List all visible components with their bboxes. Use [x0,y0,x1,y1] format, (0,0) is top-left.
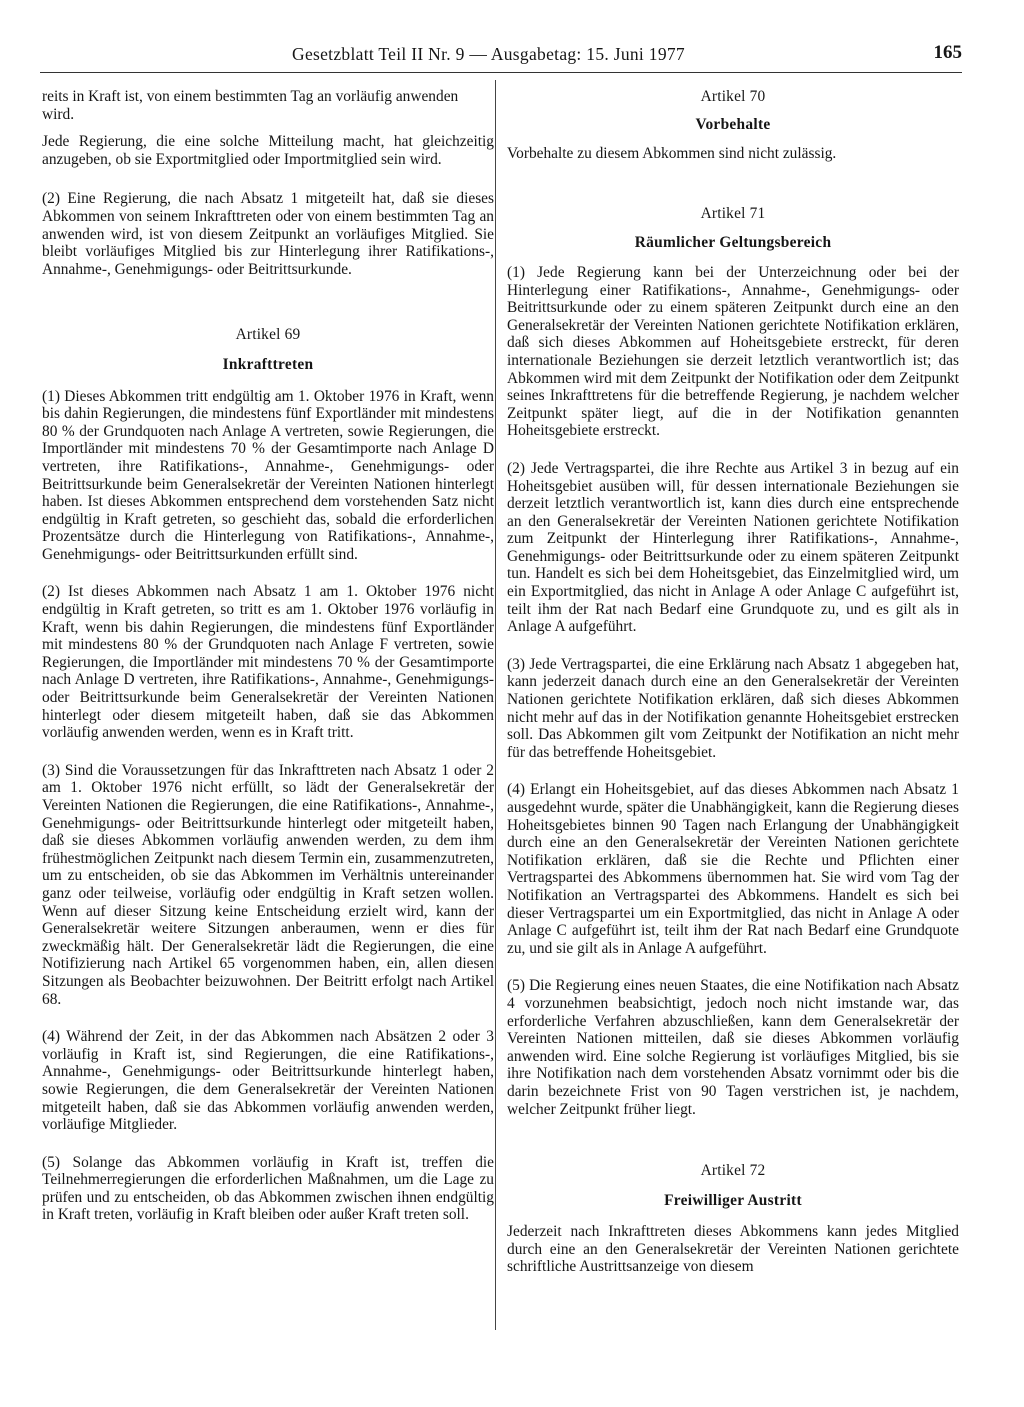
running-title: Gesetzblatt Teil II Nr. 9 — Ausgabetag: 15. Juni 1977 [292,44,685,64]
paragraph: Jede Regierung, die eine solche Mitteilung macht, hat gleichzeitig anzugeben, ob sie Exportmitglied oder Importmitglied sein wird. [42,133,494,168]
paragraph: (3) Sind die Voraussetzungen für das Inkrafttreten nach Absatz 1 oder 2 am 1. Oktober 1976 nicht erfüllt, so lädt der Generalsekretär der Vereinten Nationen die Regierungen, die eine Ratifikations-, Annahme-, Genehmigungs- oder Beitrittsurkunde hinterlegt oder mitgeteilt haben, daß sie dieses Abkommen vorläufig anwenden werden, zu dem ihm frühestmöglichen Zeitpunkt nach diesem Termin ein, zusammenzutreten, um zu entscheiden, ob sie das Abkommen im Verhältnis untereinander ganz oder teilweise, vorläufig oder endgültig in Kraft setzen wollen. Wenn auf dieser Sitzung keine Entscheidung erzielt wird, kann der Generalsekretär weitere Sitzungen anberaumen, wenn er dies für zweckmäßig hält. Der Generalsekretär lädt die Regierungen, die eine Notifizierung nach Artikel 65 vorgenommen haben, ein, allen diesen Sitzungen als Beobachter beizuwohnen. Der Beitritt erfolgt nach Artikel 68. [42,761,494,1008]
paragraph: (3) Jede Vertragspartei, die eine Erklärung nach Absatz 1 abgegeben hat, kann jederzeit danach durch eine an den Generalsekretär der Vereinten Nationen gerichtete Notifikation erklären, daß sich dieses Abkommen nicht mehr auf das in der Notifikation genannte Hoheitsgebiet erstrecken soll. Das Abkommen gilt vom Zeitpunkt der Notifikation an nicht mehr für das betreffende Hoheitsgebiet. [507,655,959,761]
right-column [507,88,959,1276]
paragraph: (2) Eine Regierung, die nach Absatz 1 mitgeteilt hat, daß sie dieses Abkommen von seinem Inkrafttreten oder von einem bestimmten Tag an anwenden wird, ist von diesem Zeitpunkt an vorläufiges Mitglied. Sie bleibt vorläufiges Mitglied bis zur Hinterlegung ihrer Ratifikations-, Annahme-, Genehmigungs- oder Beitrittsurkunde. [42,190,494,278]
left-column [42,88,494,1224]
page-header [40,42,962,73]
article-heading: Vorbehalte [695,115,771,133]
paragraph: (5) Die Regierung eines neuen Staates, die eine Notifikation nach Absatz 4 vorzunehmen beabsichtigt, jedoch noch nicht imstande war, das erforderliche Verfahren abzuschließen, kann dem Generalsekretär der Vereinten Nationen mitteilen, daß sie dieses Abkommen vorläufig anwenden wird. Eine solche Regierung ist vorläufiges Mitglied, bis sie ihre Notifikation nach dem vorstehenden Absatz vornimmt oder bis die darin bezeichnete Frist von 90 Tagen verstrichen ist, je nachdem, welcher Zeitpunkt früher liegt. [507,977,959,1118]
paragraph: (1) Dieses Abkommen tritt endgültig am 1. Oktober 1976 in Kraft, wenn bis dahin Regierungen, die mindestens fünf Exportländer mit mindestens 80 % der Grundquoten nach Anlage A vertreten, sowie Regierungen, die Importländer mit mindestens 70 % der Gesamtimporte nach Anlage D vertreten, ihre Ratifikations-, Annahme-, Genehmigungs- oder Beitrittsurkunde beim Generalsekretär der Vereinten Nationen hinterlegt haben. Ist dieses Abkommen entsprechend dem vorstehenden Satz nicht endgültig in Kraft getreten, so geschieht das, sobald die erforderlichen Prozentsätze durch die Hinterlegung von Ratifikations-, Annahme-, Genehmigungs- oder Beitrittsurkunden erfüllt sind. [42,387,494,563]
article-heading: Freiwilliger Austritt [664,1191,802,1209]
paragraph: (2) Ist dieses Abkommen nach Absatz 1 am 1. Oktober 1976 nicht endgültig in Kraft getreten, so tritt es am 1. Oktober 1976 vorläufig in Kraft, wenn bis dahin Regierungen, die mindestens fünf Exportländer mit mindestens 80 % der Grundquoten nach Anlage F vertreten, sowie Regierungen, die Importländer mit mindestens 70 % der Gesamtimporte nach Anlage D vertreten, ihre Ratifikations-, Annahme-, Genehmigungs- oder Beitrittsurkunde beim Generalsekretär der Vereinten Nationen hinterlegt oder diesem mitgeteilt haben, daß sie das Abkommen vorläufig anwenden werden, wenn es in Kraft tritt. [42,583,494,742]
paragraph: Vorbehalte zu diesem Abkommen sind nicht zulässig. [507,145,837,163]
page-number: 165 [933,42,962,63]
article-title: Artikel 72 [700,1162,766,1180]
paragraph: (4) Während der Zeit, in der das Abkommen nach Absätzen 2 oder 3 vorläufig in Kraft ist, sind Regierungen, die eine Ratifikations-, Annahme-, Genehmigungs- oder Beitrittsurkunde hinterlegt haben, sowie Regierungen, die dem Generalsekretär der Vereinten Nationen mitgeteilt haben, daß sie das Abkommen vorläufig anwenden werden, vorläufige Mitglieder. [42,1028,494,1134]
article-heading: Inkrafttreten [222,355,314,373]
paragraph: (5) Solange das Abkommen vorläufig in Kraft ist, treffen die Teilnehmerregierungen die erforderlichen Maßnahmen, um die Lage zu prüfen und zu entscheiden, ob das Abkommen zwischen ihnen endgültig in Kraft treten, vorläufig in Kraft bleiben oder außer Kraft treten soll. [42,1153,494,1224]
column-divider [495,80,496,1330]
article-title: Artikel 69 [235,326,301,344]
paragraph: (2) Jede Vertragspartei, die ihre Rechte aus Artikel 3 in bezug auf ein Hoheitsgebiet ausüben will, für dessen internationale Beziehungen sie derzeit letztlich verantwortlich ist, kann dies durch eine entsprechende an den Generalsekretär der Vereinten Nationen gerichtete Notifikation zum Zeitpunkt der Hinterlegung ihrer Ratifikations-, Annahme-, Genehmigungs- oder Beitrittsurkunde oder zu einem späteren Zeitpunkt tun. Handelt es sich bei dem Hoheitsgebiet, das Einzelmitglied wird, um ein Exportmitglied, das nicht in Anlage A oder Anlage C aufgeführt ist, teilt ihm der Rat nach Bedarf eine Grundquote zu, und es gilt als in Anlage A aufgeführt. [507,459,959,636]
paragraph: (1) Jede Regierung kann bei der Unterzeichnung oder bei der Hinterlegung einer Ratifikations-, Annahme-, Genehmigungs- oder Beitrittsurkunde oder zu einem späteren Zeitpunkt durch eine an den Generalsekretär der Vereinten Nationen gerichtete Notifikation erklären, daß sich dieses Abkommen auf Hoheitsgebiete erstreckt, für deren internationale Beziehungen sie derzeit letztlich verantwortlich ist; das Abkommen wird mit dem Zeitpunkt der Notifikation oder dem Zeitpunkt seines Inkrafttretens für die betreffende Regierung, je nachdem welcher Zeitpunkt später liegt, auf die in der Notifikation genannten Hoheitsgebiete erstreckt. [507,263,959,440]
paragraph: Jederzeit nach Inkrafttreten dieses Abkommens kann jedes Mitglied durch eine an den Generalsekretär der Vereinten Nationen gerichtete schriftliche Austrittsanzeige von diesem [507,1223,959,1276]
article-title: Artikel 70 [700,88,766,105]
paragraph: (4) Erlangt ein Hoheitsgebiet, auf das dieses Abkommen nach Absatz 1 ausgedehnt wurde, später die Unabhängigkeit, kann die Regierung dieses Hoheitsgebietes binnen 90 Tagen nach Erlangung der Unabhängigkeit durch eine an den Generalsekretär der Vereinten Nationen gerichtete Notifikation erklären, daß sie die Rechte und Pflichten einer Vertragspartei des Abkommens übernommen hat. Sie wird vom Tag der Notifikation an Vertragspartei des Abkommens. Handelt es sich bei dieser Vertragspartei um ein Exportmitglied, das nicht in Anlage A oder Anlage C aufgeführt ist, teilt ihm der Rat nach Bedarf eine Grundquote zu, und sie gilt als in Anlage A aufgeführt. [507,781,959,957]
article-title: Artikel 71 [700,204,766,222]
paragraph: reits in Kraft ist, von einem bestimmten Tag an vorläufig anwenden wird. [42,88,459,123]
article-heading: Räumlicher Geltungsbereich [634,234,832,252]
